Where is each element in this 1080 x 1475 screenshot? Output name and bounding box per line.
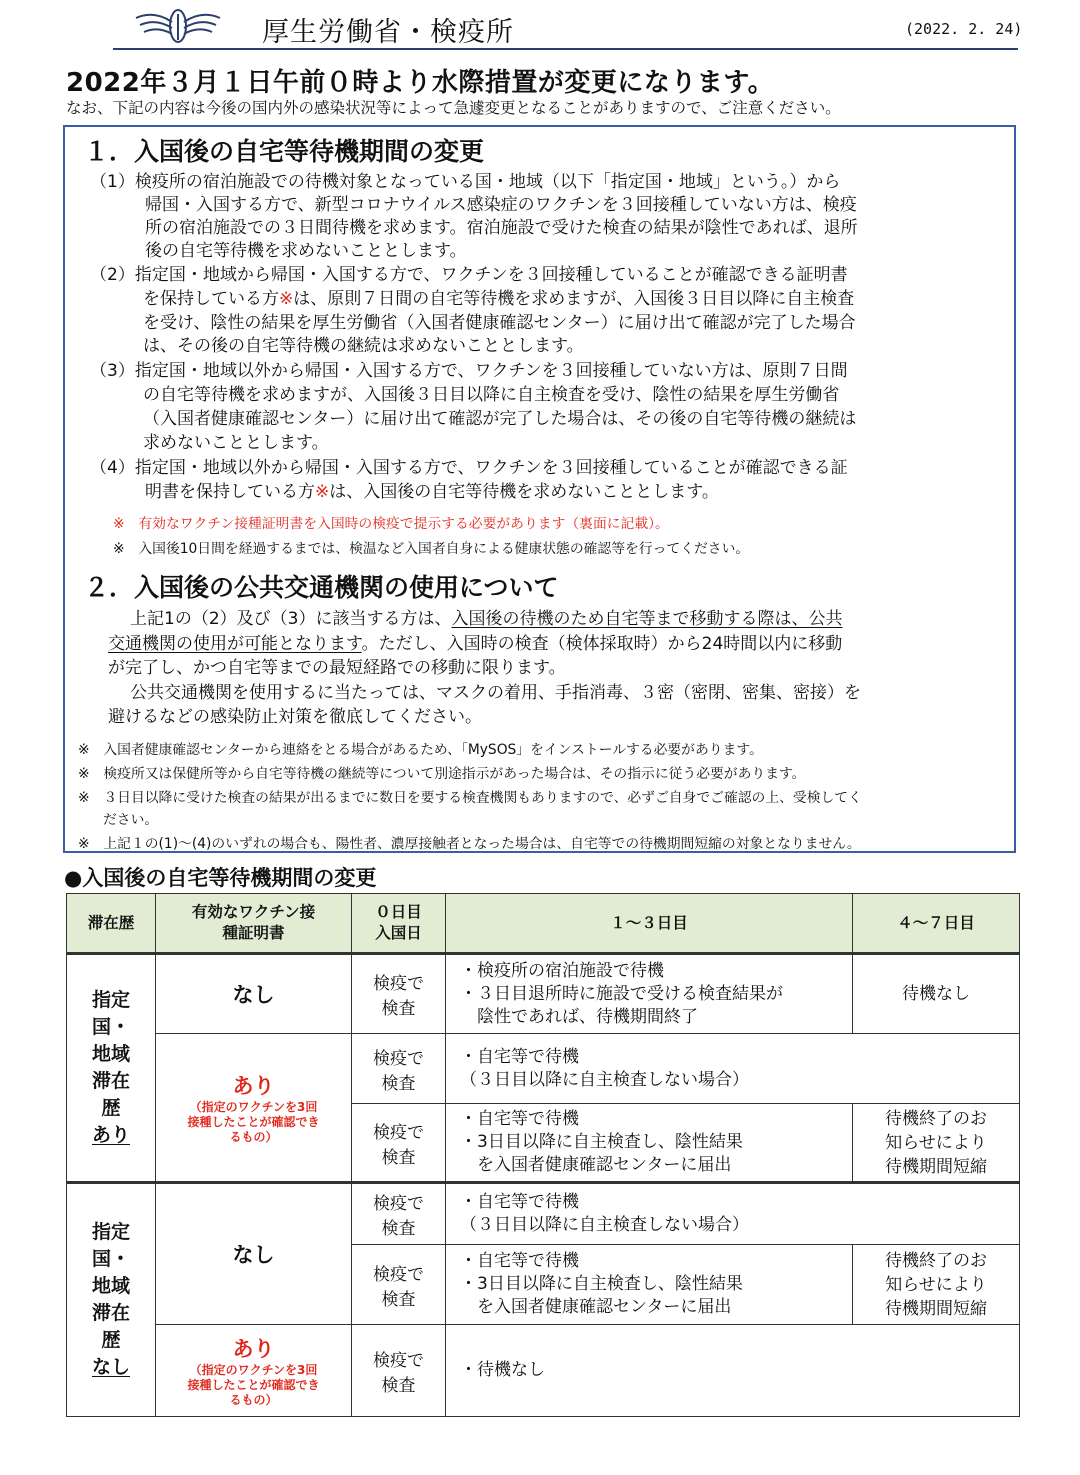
cert-yes: あり （指定のワクチンを3回 接種したことが確認でき るもの） xyxy=(156,1034,352,1183)
note-mark: ※ xyxy=(279,289,294,309)
day4-7-no-wait: 待機なし xyxy=(853,954,1020,1034)
header-certificate: 有効なワクチン接 種証明書 xyxy=(156,894,352,954)
item2-line1: （2）指定国・地域から帰国・入国する方で、ワクチンを３回接種していることが確認できる証明書 xyxy=(90,265,848,285)
section1-title: １．入国後の自宅等待機期間の変更 xyxy=(84,137,485,166)
notice-text: なお、下記の内容は今後の国内外の感染状況等によって急遽変更となることがありますので、ご注意ください。 xyxy=(66,99,841,117)
day1-7-home-no-test: ・自宅等で待機 （３日目以降に自主検査しない場合） xyxy=(446,1183,1020,1245)
ministry-logo xyxy=(132,4,224,50)
item2-line4: は、その後の自宅等待機の継続は求めないこととします。 xyxy=(143,336,584,356)
item2-line2: を保持している方※は、原則７日間の自宅等待機を求めますが、入国後３日目以降に自主検査 xyxy=(143,289,855,309)
day4-7-shortened: 待機終了のお 知らせにより 待機期間短縮 xyxy=(853,1104,1020,1183)
day0-quarantine-test: 検疫で 検査 xyxy=(352,1325,446,1417)
item2-line3: を受け、陰性の結果を厚生労働省（入国者健康確認センター）に届け出て確認が完了した場合 xyxy=(143,313,856,333)
day0-quarantine-test: 検疫で 検査 xyxy=(352,1245,446,1325)
item4-line2: 明書を保持している方※は、入国後の自宅等待機を求めないこととします。 xyxy=(145,482,719,502)
item1-line2: 帰国・入国する方で、新型コロナウイルス感染症のワクチンを３回接種していない方は、検疫 xyxy=(145,195,857,215)
s2-line3: が完了し、かつ自宅等までの最短経路での移動に限ります。 xyxy=(108,658,566,678)
item1-line4: 後の自宅等待機を求めないこととします。 xyxy=(145,241,467,261)
note-mark: ※ xyxy=(315,482,330,502)
waiting-period-table xyxy=(66,893,1020,1417)
table-row xyxy=(67,1325,1020,1417)
footnote-test-results-cont: ださい。 xyxy=(103,812,159,828)
table-row xyxy=(67,1034,1020,1104)
footnote-mysos: ※ 入国者健康確認センターから連絡をとる場合があるため、「MySOS」をインストールする必要があります。 xyxy=(78,742,763,758)
header-divider xyxy=(113,48,1018,50)
item3-line3: （入国者健康確認センター）に届け出て確認が完了した場合は、その後の自宅等待機の継続は xyxy=(143,409,857,429)
footnote-test-results: ※ ３日目以降に受けた検査の結果が出るまでに数日を要する検査機関もありますので、必ずご自身でご確認の上、受検してく xyxy=(78,790,862,806)
day4-7-shortened: 待機終了のお 知らせにより 待機期間短縮 xyxy=(853,1245,1020,1325)
day0-quarantine-test: 検疫で 検査 xyxy=(352,1104,446,1183)
day0-quarantine-test: 検疫で 検査 xyxy=(352,1183,446,1245)
day1-3-home-test: ・自宅等で待機 ・3日目以降に自主検査し、陰性結果 を入国者健康確認センターに届出 xyxy=(446,1245,853,1325)
day1-7-no-wait: ・待機なし xyxy=(446,1325,1020,1417)
table-row xyxy=(67,1183,1020,1245)
header-day4-7: ４～７日目 xyxy=(853,894,1020,954)
day1-7-home-no-test: ・自宅等で待機 （３日目以降に自主検査しない場合） xyxy=(446,1034,1020,1104)
cert-none: なし xyxy=(156,1183,352,1325)
header-history: 滞在歴 xyxy=(67,894,156,954)
cert-none: なし xyxy=(156,954,352,1034)
item1-line1: （1）検疫所の宿泊施設での待機対象となっている国・地域（以下「指定国・地域」という。）から xyxy=(90,172,841,192)
header-date: (2022. 2. 24) xyxy=(905,20,1023,38)
footnote-instructions: ※ 検疫所又は保健所等から自宅等待機の継続等について別途指示があった場合は、その指示に従う必要があります。 xyxy=(78,766,806,782)
s2-line2: 交通機関の使用が可能となります。ただし、入国時の検査（検体採取時）から24時間以内に移動 xyxy=(108,634,843,654)
footnote-positive: ※ 上記１の(1)～(4)のいずれの場合も、陽性者、濃厚接触者となった場合は、自宅等での待機期間短縮の対象となりません。 xyxy=(78,836,861,852)
note-vaccine-certificate: ※ 有効なワクチン接種証明書を入国時の検疫で提示する必要があります（裏面に記載）。 xyxy=(113,516,669,532)
item3-line2: の自宅等待機を求めますが、入国後３日目以降に自主検査を受け、陰性の結果を厚生労働省 xyxy=(143,385,840,405)
item3-line1: （3）指定国・地域以外から帰国・入国する方で、ワクチンを３回接種していない方は、原則７日間 xyxy=(90,361,848,381)
table-row xyxy=(67,954,1020,1034)
item1-line3: 所の宿泊施設での３日間待機を求めます。宿泊施設で受けた検査の結果が陰性であれば、退所 xyxy=(145,218,858,238)
section2-title: ２．入国後の公共交通機関の使用について xyxy=(84,573,559,602)
s2-line1: 上記1の（2）及び（3）に該当する方は、入国後の待機のため自宅等まで移動する際は、公共 xyxy=(130,609,843,629)
main-title: 2022年３月１日午前０時より水際措置が変更になります。 xyxy=(66,68,775,98)
item4-line1: （4）指定国・地域以外から帰国・入国する方で、ワクチンを３回接種していることが確認できる証 xyxy=(90,458,848,478)
header-day0: ０日目 入国日 xyxy=(352,894,446,954)
s2-line5: 避けるなどの感染防止対策を徹底してください。 xyxy=(108,707,482,727)
table-title: ●入国後の自宅等待機期間の変更 xyxy=(64,866,377,890)
day1-3-home-test: ・自宅等で待機 ・3日目以降に自主検査し、陰性結果 を入国者健康確認センターに届出 xyxy=(446,1104,853,1183)
group-designated-no: 指定 国・ 地域 滞在 歴 なし xyxy=(67,1183,156,1417)
day1-3-facility: ・検疫所の宿泊施設で待機 ・３日目退所時に施設で受ける検査結果が 陰性であれば、待機期間終了 xyxy=(446,954,853,1034)
table-header-row xyxy=(67,894,1020,954)
s2-line4: 公共交通機関を使用するに当たっては、マスクの着用、手指消毒、３密（密閉、密集、密接）を xyxy=(130,683,861,703)
day0-quarantine-test: 検疫で 検査 xyxy=(352,1034,446,1104)
header-day1-3: １～３日目 xyxy=(446,894,853,954)
note-health-check: ※ 入国後10日間を経過するまでは、検温など入国者自身による健康状態の確認等を行ってください。 xyxy=(113,541,750,557)
group-designated-yes: 指定 国・ 地域 滞在 歴 あり xyxy=(67,954,156,1183)
day0-quarantine-test: 検疫で 検査 xyxy=(352,954,446,1034)
header-title: 厚生労働省・検疫所 xyxy=(262,17,514,48)
item3-line4: 求めないこととします。 xyxy=(143,433,329,453)
cert-yes: あり （指定のワクチンを3回 接種したことが確認でき るもの） xyxy=(156,1325,352,1417)
